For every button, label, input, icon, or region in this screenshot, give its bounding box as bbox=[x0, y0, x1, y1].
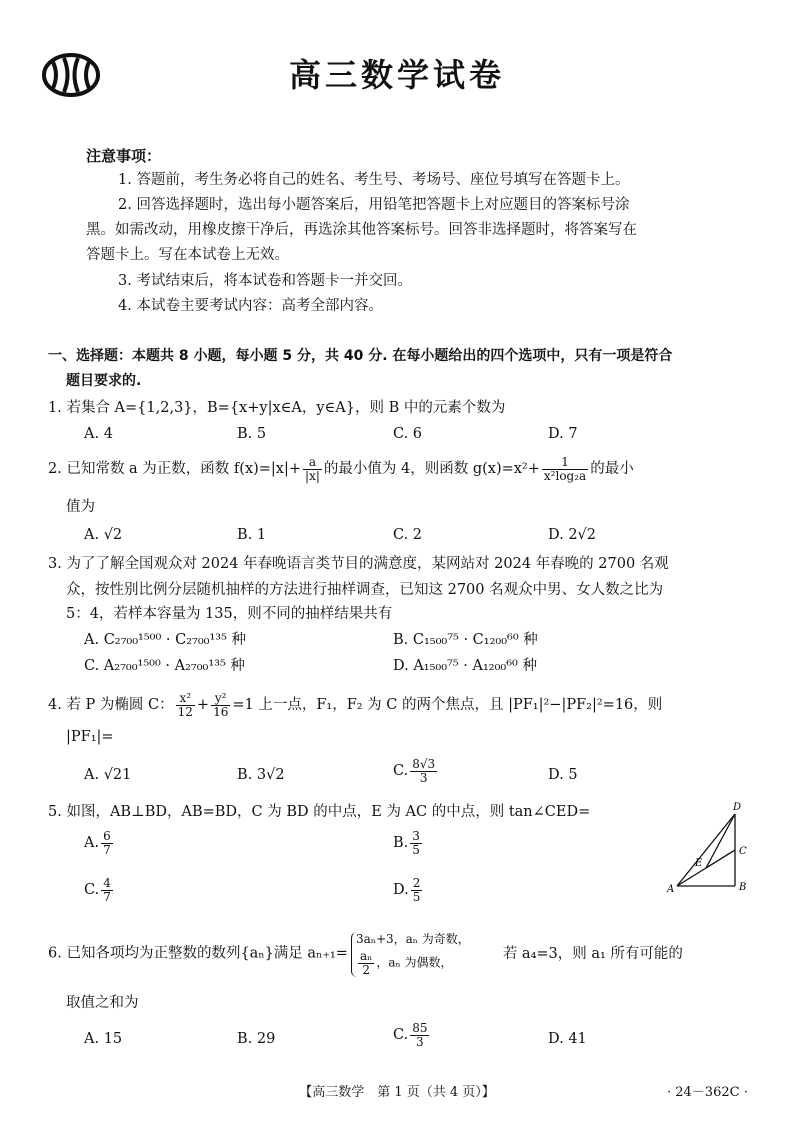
q2-fraction-2 bbox=[542, 456, 588, 482]
q2-option-d: D. 2√2 bbox=[548, 527, 597, 543]
question-1-stem: 1. 若集合 A={1,2,3}，B={x+y|x∈A，y∈A}，则 B 中的元素个数为 bbox=[48, 400, 506, 416]
point-label-a: A bbox=[667, 884, 675, 895]
q2-option-a: A. √2 bbox=[84, 527, 123, 543]
question-3-line-2: 众，按性别比例分层随机抽样的方法进行抽样调查，已知这 2700 名观众中男、女人数之比为 bbox=[66, 582, 664, 598]
q6-option-c-label: C. bbox=[393, 1027, 409, 1044]
q5-option-a-frac bbox=[101, 830, 113, 856]
q2-stem-part-a: 2. 已知常数 a 为正数，函数 f(x)=|x|+ bbox=[48, 461, 302, 478]
q2-frac1-den: |x| bbox=[305, 468, 320, 483]
q5-option-b bbox=[393, 830, 424, 856]
notice-item-2: 2. 回答选择题时，选出每小题答案后，用铅笔把答题卡上对应题目的答案标号涂 bbox=[118, 197, 630, 213]
q4-stem-cont: |PF₁|= bbox=[66, 729, 114, 745]
q5-opta-num: 6 bbox=[103, 829, 111, 843]
q5-option-b-frac bbox=[410, 830, 422, 856]
q4-optc-num: 8√3 bbox=[412, 757, 436, 771]
q5-optc-num: 4 bbox=[103, 876, 111, 890]
question-4-stem bbox=[48, 692, 662, 718]
question-2-stem bbox=[48, 456, 634, 482]
point-label-e: E bbox=[695, 858, 703, 869]
segment-ed bbox=[706, 814, 735, 868]
q5-optc-den: 7 bbox=[103, 889, 111, 904]
section-heading-cont: 题目要求的. bbox=[66, 373, 142, 389]
q6-case-even bbox=[356, 950, 470, 976]
q1-option-a: A. 4 bbox=[84, 426, 113, 442]
q5-optb-num: 3 bbox=[412, 829, 420, 843]
q6-stem-cont: 取值之和为 bbox=[66, 995, 139, 1011]
q2-stem-part-c: 的最小 bbox=[590, 461, 634, 478]
q4-option-c-frac bbox=[410, 758, 437, 784]
q4-option-b: B. 3√2 bbox=[237, 767, 285, 783]
q5-opta-den: 7 bbox=[103, 842, 111, 857]
exam-code: · 24－362C · bbox=[667, 1085, 748, 1100]
q6-option-d: D. 41 bbox=[548, 1031, 587, 1047]
q2-option-c: C. 2 bbox=[393, 527, 423, 543]
q4-fraction-x bbox=[176, 692, 195, 718]
notice-item-1: 1. 答题前，考生务必将自己的姓名、考生号、考场号、座位号填写在答题卡上。 bbox=[118, 172, 630, 188]
q6-option-c-frac bbox=[410, 1022, 429, 1048]
q4-plus: + bbox=[196, 697, 210, 714]
q6-option-c bbox=[393, 1022, 431, 1048]
q4-optc-den: 3 bbox=[419, 770, 428, 785]
q4-option-a: A. √21 bbox=[84, 767, 132, 783]
question-5-stem: 5. 如图，AB⊥BD，AB=BD，C 为 BD 的中点，E 为 AC 的中点，则 tan∠CED= bbox=[48, 804, 591, 820]
q4-frac2-den: 16 bbox=[213, 704, 229, 719]
q2-stem-part-b: 的最小值为 4，则函数 g(x)=x²+ bbox=[323, 461, 540, 478]
q3-option-d: D. A₁₅₀₀⁷⁵ · A₁₂₀₀⁶⁰ 种 bbox=[393, 658, 537, 674]
q1-option-b: B. 5 bbox=[237, 426, 267, 442]
notice-item-2-cont2: 答题卡上。写在本试卷上无效。 bbox=[86, 247, 289, 263]
q4-stem-part-a: 4. 若 P 为椭圆 C： bbox=[48, 697, 174, 714]
q6-optc-den: 3 bbox=[416, 1034, 424, 1049]
point-label-b: B bbox=[739, 882, 747, 893]
q5-option-c-frac bbox=[101, 877, 113, 903]
q2-stem-cont: 值为 bbox=[66, 499, 95, 515]
q6-piecewise bbox=[351, 932, 470, 977]
section-heading: 一、选择题：本题共 8 小题，每小题 5 分，共 40 分. 在每小题给出的四个选项中，只有一项是符合 bbox=[48, 348, 673, 364]
point-label-d: D bbox=[733, 802, 742, 813]
q4-frac2-num: y² bbox=[211, 692, 230, 706]
q2-frac2-den: x²log₂a bbox=[543, 468, 587, 483]
q4-option-c bbox=[393, 758, 439, 784]
q5-option-c-label: C. bbox=[84, 882, 100, 899]
q4-frac1-den: 12 bbox=[177, 704, 193, 719]
q6-option-a: A. 15 bbox=[84, 1031, 123, 1047]
question-3-line-3: 5：4，若样本容量为 135，则不同的抽样结果共有 bbox=[66, 606, 393, 622]
q5-optd-num: 2 bbox=[412, 876, 421, 890]
q4-option-d: D. 5 bbox=[548, 767, 578, 783]
q5-geometry-figure bbox=[655, 800, 755, 900]
q5-option-d-label: D. bbox=[393, 882, 409, 899]
q6-optc-num: 85 bbox=[412, 1021, 428, 1035]
q3-option-c: C. A₂₇₀₀¹⁵⁰⁰ · A₂₇₀₀¹³⁵ 种 bbox=[84, 658, 245, 674]
q4-option-c-label: C. bbox=[393, 763, 409, 780]
notice-heading: 注意事项： bbox=[86, 147, 162, 165]
q6-stem-part-a: 6. 已知各项均为正整数的数列{aₙ}满足 aₙ₊₁= bbox=[48, 945, 348, 962]
q4-frac1-num: x² bbox=[176, 692, 195, 706]
q5-option-b-label: B. bbox=[393, 835, 409, 852]
q5-optb-den: 5 bbox=[412, 842, 420, 857]
q1-option-d: D. 7 bbox=[548, 426, 578, 442]
q4-stem-part-b: =1 上一点，F₁，F₂ 为 C 的两个焦点，且 |PF₁|²−|PF₂|²=16，则 bbox=[232, 697, 663, 714]
q2-option-b: B. 1 bbox=[237, 527, 267, 543]
notice-item-2-cont: 黑。如需改动，用橡皮擦干净后，再选涂其他答案标号。回答非选择题时，将答案写在 bbox=[86, 222, 637, 238]
notice-item-4: 4. 本试卷主要考试内容：高考全部内容。 bbox=[118, 298, 383, 314]
question-3-line-1: 3. 为了了解全国观众对 2024 年春晚语言类节目的满意度，某网站对 2024 年春晚的 2700 名观 bbox=[48, 556, 669, 572]
q5-option-c bbox=[84, 877, 115, 903]
q6-case-den: 2 bbox=[362, 962, 370, 977]
q6-option-b: B. 29 bbox=[237, 1031, 276, 1047]
q2-frac2-num: 1 bbox=[542, 456, 588, 470]
q6-stem-part-b: 若 a₄=3，则 a₁ 所有可能的 bbox=[502, 945, 683, 962]
page-title: 高三数学试卷 bbox=[288, 56, 505, 94]
q2-frac1-num: a bbox=[303, 456, 322, 470]
q6-case-even-rest: ，aₙ 为偶数， bbox=[376, 955, 453, 970]
q5-option-d-frac bbox=[411, 877, 423, 903]
q6-case-odd: 3aₙ+3，aₙ 为奇数， bbox=[355, 932, 470, 946]
q5-option-d bbox=[393, 877, 424, 903]
q5-optd-den: 5 bbox=[412, 889, 421, 904]
segment-ad bbox=[677, 814, 735, 886]
page-footer: 【高三数学 第 1 页（共 4 页）】 bbox=[299, 1085, 495, 1100]
q6-case-even-frac bbox=[358, 950, 374, 976]
q4-fraction-y bbox=[211, 692, 230, 718]
q2-fraction-1 bbox=[303, 456, 322, 482]
q6-case-num: aₙ bbox=[359, 949, 373, 964]
q5-option-a bbox=[84, 830, 115, 856]
question-6-stem bbox=[48, 932, 683, 977]
q3-option-b: B. C₁₅₀₀⁷⁵ · C₁₂₀₀⁶⁰ 种 bbox=[393, 632, 538, 648]
notice-item-3: 3. 考试结束后，将本试卷和答题卡一并交回。 bbox=[118, 273, 412, 289]
q3-option-a: A. C₂₇₀₀¹⁵⁰⁰ · C₂₇₀₀¹³⁵ 种 bbox=[84, 632, 247, 648]
q5-option-a-label: A. bbox=[84, 835, 100, 852]
q1-option-c: C. 6 bbox=[393, 426, 423, 442]
point-label-c: C bbox=[739, 846, 747, 857]
